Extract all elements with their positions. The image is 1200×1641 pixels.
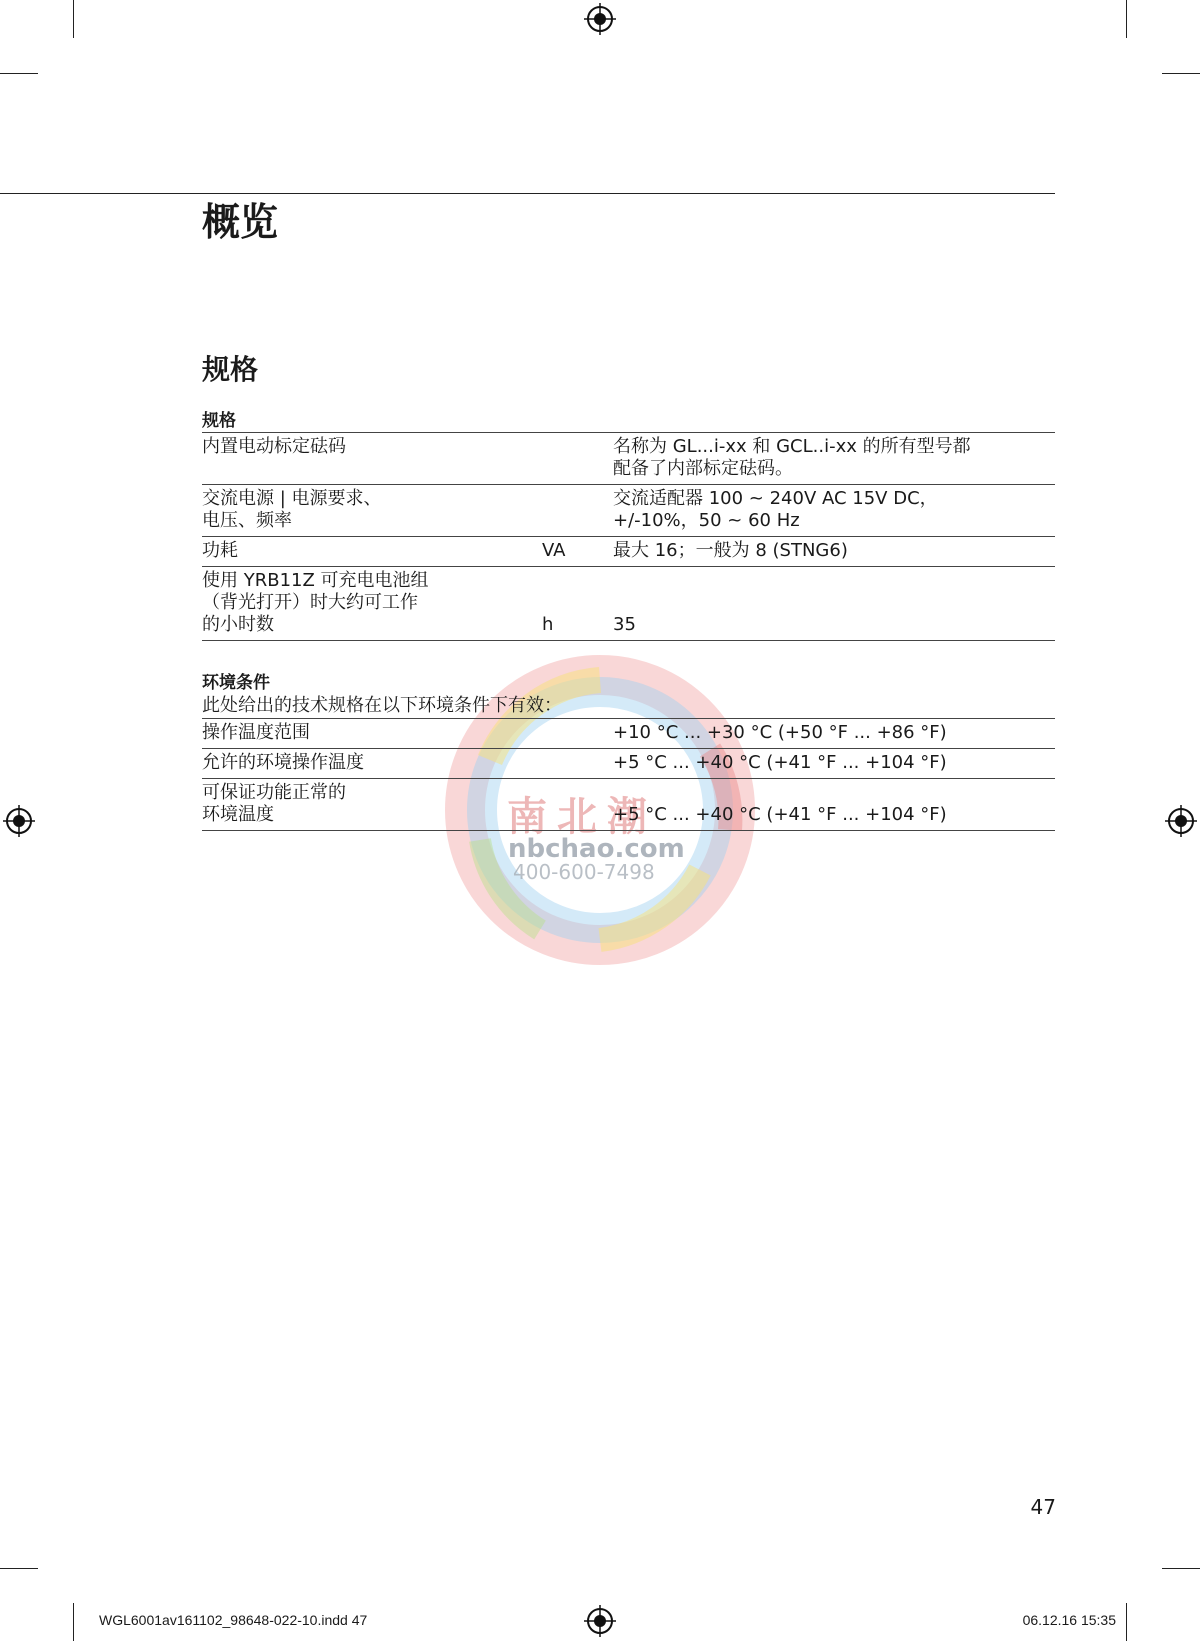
spec-label: 使用 YRB11Z 可充电电池组 （背光打开）时大约可工作 的小时数 <box>202 567 542 641</box>
specifications-block <box>202 410 1055 641</box>
crop-mark <box>1162 1568 1200 1569</box>
environment-row <box>202 719 1055 749</box>
spec-row <box>202 485 1055 537</box>
page-title: 概览 <box>202 200 279 244</box>
crop-mark <box>73 1603 74 1641</box>
header-rule <box>0 193 1055 194</box>
crop-mark <box>0 1568 38 1569</box>
spec-label: 允许的环境操作温度 <box>202 749 542 779</box>
print-slug-right: 06.12.16 15:35 <box>1022 1612 1116 1628</box>
spec-label: 交流电源 | 电源要求、 电压、频率 <box>202 485 542 537</box>
spec-unit <box>542 779 613 831</box>
spec-value: +5 °C ... +40 °C (+41 °F ... +104 °F) <box>613 749 1055 779</box>
environment-table <box>202 718 1055 831</box>
spec-unit <box>542 485 613 537</box>
spec-row <box>202 433 1055 485</box>
spec-unit: h <box>542 567 613 641</box>
spec-value: +10 °C ... +30 °C (+50 °F ... +86 °F) <box>613 719 1055 749</box>
environment-row <box>202 779 1055 831</box>
spec-unit <box>542 433 613 485</box>
watermark-phone: 400-600-7498 <box>513 860 655 884</box>
specifications-table <box>202 432 1055 641</box>
crop-mark <box>0 73 38 74</box>
environment-subheading: 环境条件 <box>202 673 270 693</box>
print-slug-left: WGL6001av161102_98648-022-10.indd 47 <box>99 1612 368 1628</box>
crop-mark <box>1162 73 1200 74</box>
crop-mark <box>1126 1603 1127 1641</box>
spec-label: 可保证功能正常的 环境温度 <box>202 779 542 831</box>
spec-row <box>202 567 1055 641</box>
spec-label: 操作温度范围 <box>202 719 542 749</box>
specifications-subheading: 规格 <box>202 411 236 431</box>
spec-value: 35 <box>613 567 1055 641</box>
page-number: 47 <box>1030 1495 1056 1519</box>
spec-unit <box>542 719 613 749</box>
registration-mark-icon <box>583 1604 617 1638</box>
spec-unit <box>542 749 613 779</box>
spec-label: 内置电动标定砝码 <box>202 433 542 485</box>
registration-mark-icon <box>583 2 617 36</box>
watermark-text: 南北潮 <box>507 793 657 840</box>
environment-block <box>202 672 1055 831</box>
environment-intro: 此处给出的技术规格在以下环境条件下有效： <box>202 695 562 716</box>
section-heading: 规格 <box>202 353 259 386</box>
spec-label: 功耗 <box>202 537 542 567</box>
spec-value: 交流适配器 100 ~ 240V AC 15V DC， +/-10%，50 ~ 60 Hz <box>613 485 1055 537</box>
crop-mark <box>73 0 74 38</box>
spec-value: +5 °C ... +40 °C (+41 °F ... +104 °F) <box>613 779 1055 831</box>
crop-mark <box>1126 0 1127 38</box>
registration-mark-icon <box>2 804 36 838</box>
registration-mark-icon <box>1164 804 1198 838</box>
spec-row <box>202 537 1055 567</box>
spec-value: 名称为 GL...i-xx 和 GCL..i-xx 的所有型号都 配备了内部标定砝码。 <box>613 433 1055 485</box>
watermark-url: nbchao.com <box>508 834 685 864</box>
spec-value: 最大 16；一般为 8 (STNG6) <box>613 537 1055 567</box>
spec-unit: VA <box>542 537 613 567</box>
environment-row <box>202 749 1055 779</box>
